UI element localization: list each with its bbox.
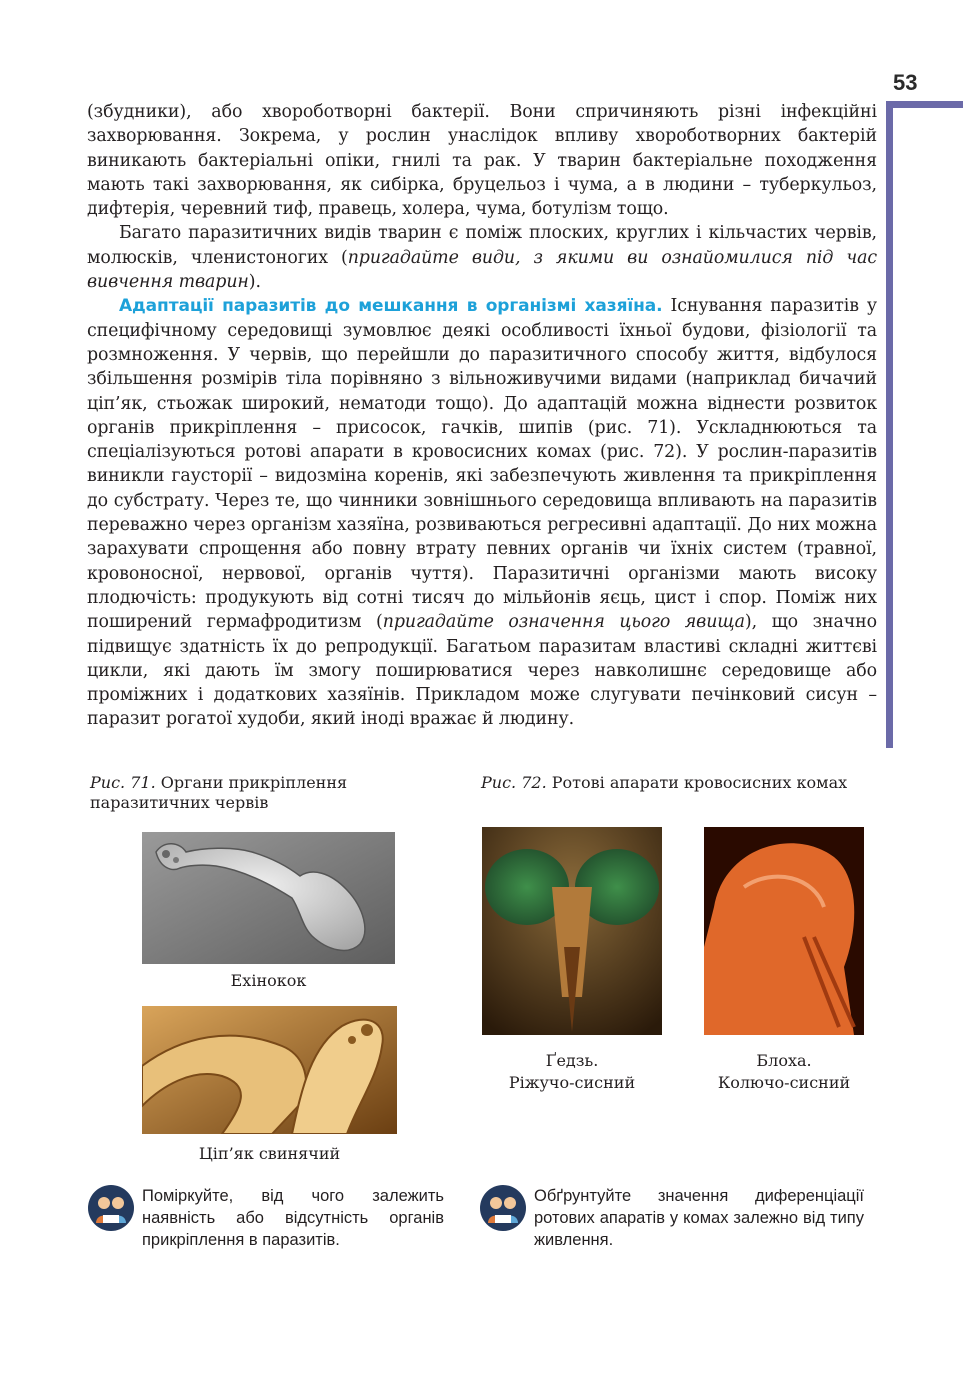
side-bar-top <box>886 101 963 108</box>
side-bar <box>886 101 893 748</box>
tapeworm-photo <box>142 1006 397 1134</box>
gadfly-label: Ґедзь. Ріжучо-сисний <box>508 1051 636 1092</box>
flea-label: Блоха. Колючо-сисний <box>717 1051 851 1092</box>
tapeworm-label: Ціп’як свинячий <box>198 1144 341 1163</box>
paragraph-1: (збудники), або хвороботворні бактерії. Вони спричиняють різні інфекційні захворювання. Зокрема, у рослин унаслідок впливу хвороботворних бактерій виникають бактеріальні опіки, гнилі та рак. У тварин бактеріальне походження мають такі захворювання, як сибірка, бруцельоз і чума, а в людини – туберкульоз, дифтерія, черевний тиф, правець, холера, чума, ботулізм тощо. <box>87 102 877 220</box>
task-1: Поміркуйте, від чого залежить наявність або відсутність органів прикріплення в паразитів. <box>142 1187 444 1249</box>
gadfly-photo <box>482 827 662 1035</box>
echinococcus-photo <box>142 832 395 964</box>
echinococcus-label: Ехінокок <box>230 971 307 990</box>
fig72-caption: Рис. 72. Ротові апарати кровосисних комах <box>481 773 848 792</box>
students-icon <box>88 1185 134 1231</box>
section-heading: Адаптації паразитів до мешкання в організмі хазяїна. <box>119 296 663 317</box>
main-text <box>87 100 877 732</box>
flea-photo <box>704 827 864 1035</box>
page-number: 53 <box>893 70 918 95</box>
fig71-caption: Рис. 71. Органи прикріплення паразитичних червів <box>90 773 348 812</box>
task-2: Обґрунтуйте значення диференціації ротових апаратів у комах залежно від типу живлення. <box>534 1187 864 1249</box>
students-icon <box>480 1185 526 1231</box>
paragraph-2: Багато паразитичних видів тварин є поміж плоских, круглих і кільчастих червів, молюсків, членистоногих (пригадайте види, з якими ви ознайомилися під час вивчення тварин). <box>87 223 877 293</box>
paragraph-3: Адаптації паразитів до мешкання в організмі хазяїна. Існування паразитів у специфічному середовищі зумовлює деякі особливості їхньої будови, фізіології та розмноження. У червів, що перейшли до паразитичного способу життя, відбулося збільшення розмірів тіла порівняно з вільноживучими видами (наприклад бичачий ціп’як, стьожак широкий, нематоди тощо). До адаптацій можна віднести розвиток органів прикріплення – присосок, гачків, шипів (рис. 71). Ускладнюються та спеціалізуються ротові апарати в кровосисних комах (рис. 72). У рослин-паразитів виникли гаусторії – видозміна коренів, які забезпечують живлення та прикріплення до субстрату. Через те, що чинники зовнішнього середовища впливають на паразитів переважно через організм хазяїна, розвиваються регресивні адаптації. До них можна зарахувати спрощення або повну втрату певних органів чи їхніх систем (травної, кровоносної, нервової, органів чуття). Паразитичні організми мають високу плодючість: продукують від сотні тисяч до мільйонів яєць, цист і спор. Поміж них поширений гермафродитизм (пригадайте означення цього явища), що значно підвищує здатність їх до репродукції. Багатьом паразитам властиві складні життєві цикли, які дають їм змогу поширюватися через навколишнє середовище або проміжних і додаткових хазяїнів. Прикладом може слугувати печінковий сисун – паразит рогатої худоби, який іноді вражає й людину. <box>87 296 877 730</box>
